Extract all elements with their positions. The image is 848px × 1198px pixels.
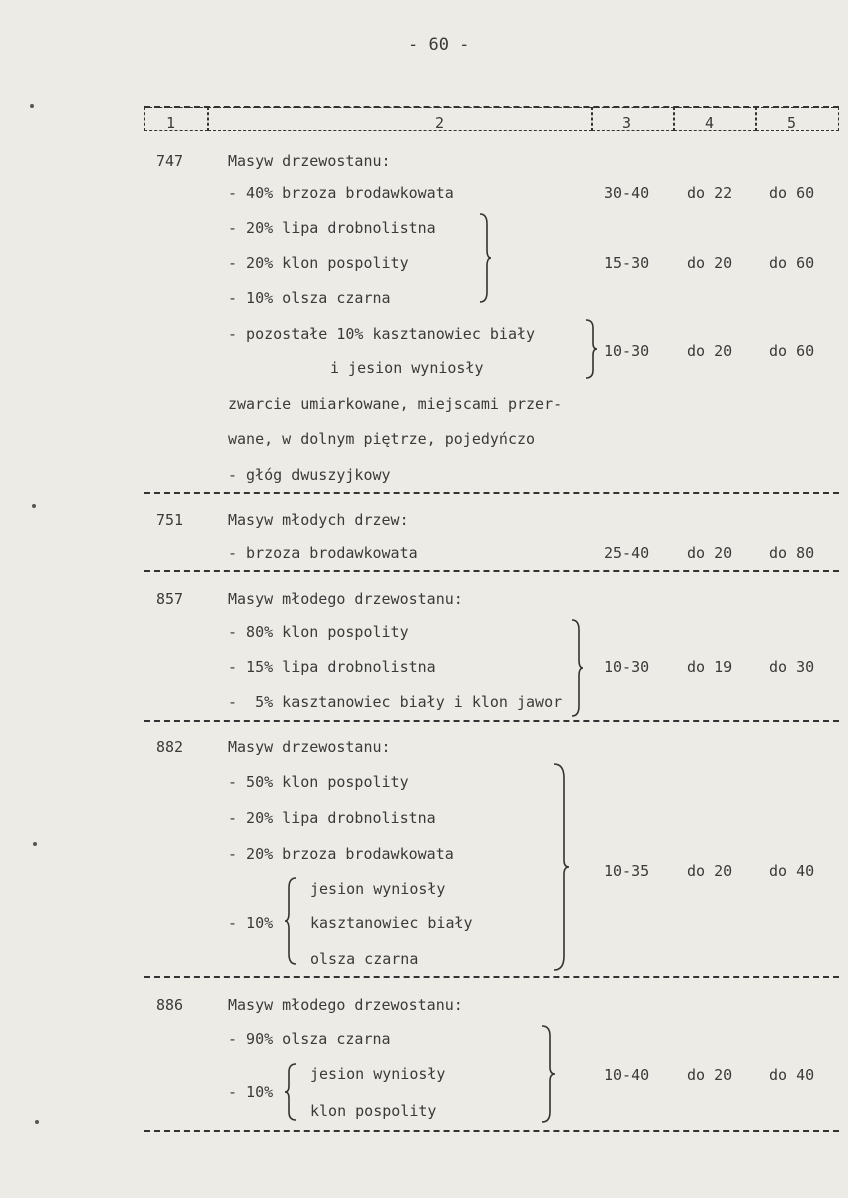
value-col4: do 20 <box>687 342 733 360</box>
entry-line: wane, w dolnym piętrze, pojedyńczo <box>228 430 536 448</box>
entry-title: Masyw młodego drzewostanu: <box>228 590 463 608</box>
header-cell-1 <box>144 107 208 131</box>
entry-line: olsza czarna <box>310 950 419 968</box>
right-brace <box>478 212 492 304</box>
value-col3: 30-40 <box>604 184 650 202</box>
entry-line: - głóg dwuszyjkowy <box>228 466 391 484</box>
value-col4: do 20 <box>687 862 733 880</box>
entry-line: - 20% lipa drobnolistna <box>228 809 436 827</box>
entry-id: 751 <box>156 511 184 529</box>
value-col5: do 60 <box>769 342 815 360</box>
header-label-2: 2 <box>435 114 445 132</box>
value-col5: do 60 <box>769 254 815 272</box>
value-col5: do 80 <box>769 544 815 562</box>
entry-id: 882 <box>156 738 184 756</box>
header-label-1: 1 <box>166 114 176 132</box>
punch-mark <box>32 504 36 508</box>
value-col4: do 20 <box>687 1066 733 1084</box>
entry-line: - 10% <box>228 1083 274 1101</box>
value-col5: do 40 <box>769 1066 815 1084</box>
punch-mark <box>35 1120 39 1124</box>
entry-title: Masyw młodych drzew: <box>228 511 409 529</box>
value-col5: do 60 <box>769 184 815 202</box>
entry-line: - 90% olsza czarna <box>228 1030 391 1048</box>
entry-id: 886 <box>156 996 184 1014</box>
entry-line: klon pospolity <box>310 1102 437 1120</box>
entry-line: - 20% lipa drobnolistna <box>228 219 436 237</box>
entry-line: - 80% klon pospolity <box>228 623 409 641</box>
entry-line: - 10% <box>228 914 274 932</box>
punch-mark <box>33 842 37 846</box>
header-cell-2 <box>208 107 592 131</box>
header-cell-5 <box>756 107 839 131</box>
value-col3: 10-30 <box>604 658 650 676</box>
right-brace <box>540 1024 556 1124</box>
entry-line: i jesion wyniosły <box>330 359 484 377</box>
header-cell-4 <box>674 107 756 131</box>
row-divider <box>144 976 839 978</box>
punch-mark <box>30 104 34 108</box>
left-brace <box>284 1062 298 1122</box>
left-brace <box>284 876 298 966</box>
value-col3: 10-30 <box>604 342 650 360</box>
entry-line: - 10% olsza czarna <box>228 289 391 307</box>
value-col4: do 20 <box>687 544 733 562</box>
value-col5: do 30 <box>769 658 815 676</box>
entry-id: 857 <box>156 590 184 608</box>
entry-line: - 15% lipa drobnolistna <box>228 658 436 676</box>
header-label-5: 5 <box>787 114 797 132</box>
entry-line: - 20% klon pospolity <box>228 254 409 272</box>
entry-line: kasztanowiec biały <box>310 914 473 932</box>
value-col3: 15-30 <box>604 254 650 272</box>
header-label-4: 4 <box>705 114 715 132</box>
entry-line: zwarcie umiarkowane, miejscami przer- <box>228 395 563 413</box>
page-number: - 60 - <box>408 35 470 55</box>
entry-line: - 5% kasztanowiec biały i klon jawor <box>228 693 563 711</box>
right-brace <box>552 762 570 972</box>
entry-id: 747 <box>156 152 184 170</box>
entry-title: Masyw młodego drzewostanu: <box>228 996 463 1014</box>
entry-line: - 40% brzoza brodawkowata <box>228 184 454 202</box>
right-brace <box>570 618 584 718</box>
entry-line: jesion wyniosły <box>310 880 446 898</box>
entry-title: Masyw drzewostanu: <box>228 152 391 170</box>
header-cell-3 <box>592 107 674 131</box>
row-divider <box>144 1130 839 1132</box>
value-col3: 25-40 <box>604 544 650 562</box>
entry-line: - pozostałe 10% kasztanowiec biały <box>228 325 536 343</box>
value-col3: 10-35 <box>604 862 650 880</box>
entry-line: - 50% klon pospolity <box>228 773 409 791</box>
row-divider <box>144 720 839 722</box>
right-brace <box>584 318 598 380</box>
value-col5: do 40 <box>769 862 815 880</box>
entry-line: jesion wyniosły <box>310 1065 446 1083</box>
header-label-3: 3 <box>622 114 632 132</box>
entry-line: - 20% brzoza brodawkowata <box>228 845 454 863</box>
value-col4: do 22 <box>687 184 733 202</box>
value-col4: do 20 <box>687 254 733 272</box>
entry-title: Masyw drzewostanu: <box>228 738 391 756</box>
row-divider <box>144 492 839 494</box>
value-col3: 10-40 <box>604 1066 650 1084</box>
row-divider <box>144 570 839 572</box>
value-col4: do 19 <box>687 658 733 676</box>
entry-line: - brzoza brodawkowata <box>228 544 418 562</box>
